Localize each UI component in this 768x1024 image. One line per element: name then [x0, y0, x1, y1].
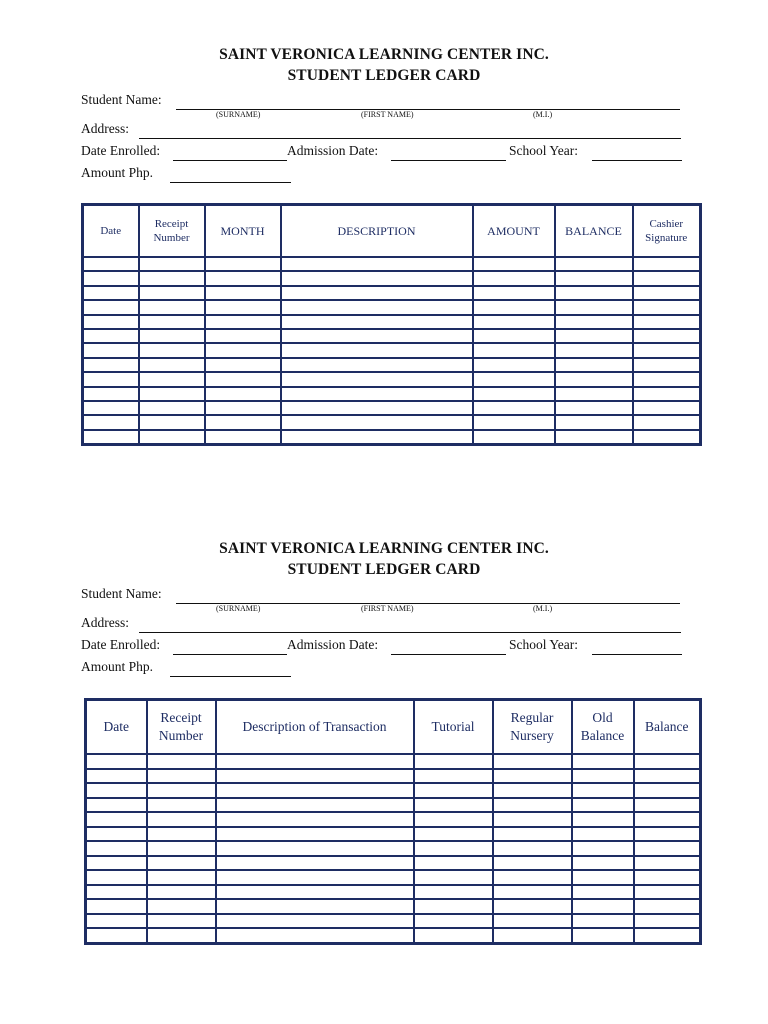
table-cell[interactable] — [572, 798, 634, 813]
table-cell[interactable] — [555, 329, 633, 343]
ledger-table-body — [83, 257, 701, 445]
table-cell[interactable] — [633, 430, 701, 445]
table-cell[interactable] — [216, 928, 414, 943]
table-cell[interactable] — [572, 870, 634, 885]
student-info-fields — [0, 586, 768, 682]
table-cell[interactable] — [572, 885, 634, 900]
table-cell[interactable] — [633, 271, 701, 285]
col-header-receipt-number: Receipt Number — [139, 205, 205, 258]
table-cell[interactable] — [216, 798, 414, 813]
table-cell[interactable] — [86, 783, 147, 798]
table-cell[interactable] — [572, 899, 634, 914]
table-cell[interactable] — [281, 257, 473, 271]
table-cell[interactable] — [205, 271, 281, 285]
table-cell[interactable] — [216, 812, 414, 827]
col-header-receipt-number: Receipt Number — [147, 700, 216, 755]
table-cell[interactable] — [147, 928, 216, 943]
table-row — [86, 928, 701, 943]
table-cell[interactable] — [555, 387, 633, 401]
table-cell[interactable] — [139, 271, 205, 285]
table-cell[interactable] — [473, 300, 555, 314]
table-cell[interactable] — [281, 430, 473, 445]
table-cell[interactable] — [281, 329, 473, 343]
table-cell[interactable] — [147, 783, 216, 798]
address-label: Address: — [81, 615, 129, 630]
table-cell[interactable] — [473, 343, 555, 357]
table-cell[interactable] — [205, 343, 281, 357]
table-cell[interactable] — [86, 870, 147, 885]
table-cell[interactable] — [147, 798, 216, 813]
table-cell[interactable] — [147, 769, 216, 784]
table-cell[interactable] — [414, 783, 493, 798]
table-cell[interactable] — [572, 841, 634, 856]
table-cell[interactable] — [634, 798, 701, 813]
col-header-tutorial: Tutorial — [414, 700, 493, 755]
school-name-title: SAINT VERONICA LEARNING CENTER INC. — [219, 540, 549, 557]
table-cell[interactable] — [555, 257, 633, 271]
table-cell[interactable] — [139, 257, 205, 271]
table-cell[interactable] — [281, 358, 473, 372]
table-cell[interactable] — [147, 812, 216, 827]
table-cell[interactable] — [216, 899, 414, 914]
table-cell[interactable] — [147, 885, 216, 900]
school-year-label: School Year: — [509, 143, 579, 158]
table-row — [83, 358, 701, 372]
table-cell[interactable] — [139, 372, 205, 386]
table-cell[interactable] — [572, 754, 634, 769]
table-cell[interactable] — [493, 914, 572, 929]
table-cell[interactable] — [86, 754, 147, 769]
table-cell[interactable] — [83, 271, 139, 285]
table-cell[interactable] — [414, 870, 493, 885]
table-cell[interactable] — [281, 415, 473, 429]
table-cell[interactable] — [473, 401, 555, 415]
table-row — [86, 870, 701, 885]
table-cell[interactable] — [493, 885, 572, 900]
table-row — [83, 415, 701, 429]
col-header-balance: BALANCE — [555, 205, 633, 258]
table-cell[interactable] — [572, 783, 634, 798]
table-cell[interactable] — [473, 430, 555, 445]
ledger-card-1 — [0, 44, 768, 188]
table-cell[interactable] — [493, 783, 572, 798]
table-cell[interactable] — [205, 315, 281, 329]
table-cell[interactable] — [473, 315, 555, 329]
table-cell[interactable] — [86, 841, 147, 856]
table-cell[interactable] — [555, 300, 633, 314]
table-cell[interactable] — [139, 358, 205, 372]
table-row — [83, 401, 701, 415]
table-row — [83, 387, 701, 401]
table-row — [83, 271, 701, 285]
ledger-table-1 — [81, 203, 702, 446]
table-cell[interactable] — [139, 315, 205, 329]
address-field[interactable] — [139, 632, 681, 633]
table-cell[interactable] — [634, 870, 701, 885]
admission-date-label: Admission Date: — [287, 637, 379, 652]
table-cell[interactable] — [216, 841, 414, 856]
ledger-card-2 — [0, 538, 768, 682]
col-header-description: DESCRIPTION — [281, 205, 473, 258]
table-cell[interactable] — [83, 372, 139, 386]
admission-date-field[interactable] — [391, 654, 506, 655]
ledger-table-2 — [84, 698, 702, 945]
table-cell[interactable] — [281, 271, 473, 285]
table-cell[interactable] — [205, 401, 281, 415]
table-row — [86, 899, 701, 914]
table-cell[interactable] — [555, 271, 633, 285]
table-cell[interactable] — [414, 928, 493, 943]
amount-field[interactable] — [170, 676, 291, 677]
table-cell[interactable] — [205, 358, 281, 372]
table-cell[interactable] — [205, 430, 281, 445]
table-cell[interactable] — [281, 300, 473, 314]
table-cell[interactable] — [572, 769, 634, 784]
table-row — [83, 286, 701, 300]
table-cell[interactable] — [216, 827, 414, 842]
amount-field[interactable] — [170, 182, 291, 183]
table-cell[interactable] — [83, 387, 139, 401]
table-cell[interactable] — [205, 387, 281, 401]
amount-label: Amount Php. — [81, 659, 154, 674]
table-cell[interactable] — [634, 914, 701, 929]
table-row — [83, 315, 701, 329]
table-cell[interactable] — [86, 812, 147, 827]
ledger-table-header — [83, 205, 701, 258]
table-cell[interactable] — [634, 769, 701, 784]
col-header-amount: AMOUNT — [473, 205, 555, 258]
table-cell[interactable] — [493, 870, 572, 885]
table-cell[interactable] — [473, 286, 555, 300]
student-name-label: Student Name: — [81, 586, 162, 601]
table-cell[interactable] — [86, 899, 147, 914]
table-cell[interactable] — [633, 372, 701, 386]
ledger-table-body — [86, 754, 701, 943]
table-cell[interactable] — [414, 754, 493, 769]
table-cell[interactable] — [83, 401, 139, 415]
table-cell[interactable] — [555, 358, 633, 372]
table-cell[interactable] — [216, 914, 414, 929]
table-cell[interactable] — [493, 812, 572, 827]
table-cell[interactable] — [473, 257, 555, 271]
table-cell[interactable] — [281, 372, 473, 386]
table-cell[interactable] — [139, 387, 205, 401]
table-cell[interactable] — [473, 387, 555, 401]
admission-date-label: Admission Date: — [287, 143, 379, 158]
col-header-balance: Balance — [634, 700, 701, 755]
table-cell[interactable] — [493, 827, 572, 842]
table-cell[interactable] — [86, 914, 147, 929]
table-cell[interactable] — [147, 841, 216, 856]
table-cell[interactable] — [139, 329, 205, 343]
table-cell[interactable] — [281, 286, 473, 300]
table-row — [86, 856, 701, 871]
table-cell[interactable] — [493, 754, 572, 769]
table-cell[interactable] — [86, 928, 147, 943]
table-cell[interactable] — [139, 430, 205, 445]
table-cell[interactable] — [633, 415, 701, 429]
table-cell[interactable] — [633, 358, 701, 372]
table-cell[interactable] — [633, 343, 701, 357]
amount-label: Amount Php. — [81, 165, 154, 180]
table-row — [86, 783, 701, 798]
table-cell[interactable] — [493, 798, 572, 813]
table-cell[interactable] — [572, 914, 634, 929]
table-row — [83, 257, 701, 271]
table-cell[interactable] — [493, 856, 572, 871]
table-cell[interactable] — [139, 401, 205, 415]
table-cell[interactable] — [493, 841, 572, 856]
table-cell[interactable] — [572, 856, 634, 871]
table-cell[interactable] — [473, 329, 555, 343]
table-row — [86, 841, 701, 856]
table-row — [86, 769, 701, 784]
mi-hint: (M.I.) — [533, 604, 553, 613]
table-cell[interactable] — [86, 827, 147, 842]
table-cell[interactable] — [281, 387, 473, 401]
table-row — [83, 372, 701, 386]
table-cell[interactable] — [555, 430, 633, 445]
table-cell[interactable] — [86, 856, 147, 871]
date-enrolled-field[interactable] — [173, 654, 287, 655]
table-cell[interactable] — [634, 885, 701, 900]
col-header-month: MONTH — [205, 205, 281, 258]
table-cell[interactable] — [216, 870, 414, 885]
table-cell[interactable] — [634, 812, 701, 827]
table-cell[interactable] — [147, 870, 216, 885]
table-cell[interactable] — [281, 315, 473, 329]
table-cell[interactable] — [139, 415, 205, 429]
table-cell[interactable] — [86, 769, 147, 784]
table-cell[interactable] — [555, 415, 633, 429]
table-cell[interactable] — [205, 300, 281, 314]
school-name-title: SAINT VERONICA LEARNING CENTER INC. — [219, 46, 549, 63]
table-cell[interactable] — [147, 914, 216, 929]
table-cell[interactable] — [633, 401, 701, 415]
table-cell[interactable] — [633, 329, 701, 343]
table-cell[interactable] — [572, 827, 634, 842]
school-year-label: School Year: — [509, 637, 579, 652]
table-cell[interactable] — [414, 899, 493, 914]
surname-hint: (SURNAME) — [216, 110, 261, 119]
table-cell[interactable] — [633, 257, 701, 271]
table-cell[interactable] — [633, 315, 701, 329]
table-cell[interactable] — [634, 827, 701, 842]
table-cell[interactable] — [572, 812, 634, 827]
table-cell[interactable] — [493, 928, 572, 943]
table-cell[interactable] — [83, 315, 139, 329]
address-label: Address: — [81, 121, 129, 136]
table-cell[interactable] — [414, 841, 493, 856]
mi-hint: (M.I.) — [533, 110, 553, 119]
ledger-table-header — [86, 700, 701, 755]
table-row — [86, 885, 701, 900]
col-header-date: Date — [86, 700, 147, 755]
table-cell[interactable] — [139, 286, 205, 300]
table-cell[interactable] — [139, 300, 205, 314]
table-row — [83, 300, 701, 314]
school-year-field[interactable] — [592, 654, 682, 655]
table-cell[interactable] — [634, 783, 701, 798]
table-cell[interactable] — [83, 430, 139, 445]
table-cell[interactable] — [205, 286, 281, 300]
student-info-fields — [0, 92, 768, 188]
table-cell[interactable] — [493, 769, 572, 784]
table-cell[interactable] — [414, 769, 493, 784]
admission-date-field[interactable] — [391, 160, 506, 161]
table-cell[interactable] — [86, 885, 147, 900]
table-cell[interactable] — [147, 856, 216, 871]
table-cell[interactable] — [205, 415, 281, 429]
first-name-hint: (FIRST NAME) — [361, 110, 414, 119]
col-header-description-of-transaction: Description of Transaction — [216, 700, 414, 755]
table-cell[interactable] — [216, 769, 414, 784]
table-cell[interactable] — [205, 372, 281, 386]
date-enrolled-field[interactable] — [173, 160, 287, 161]
table-row — [86, 827, 701, 842]
table-cell[interactable] — [205, 329, 281, 343]
table-cell[interactable] — [147, 899, 216, 914]
table-cell[interactable] — [633, 300, 701, 314]
table-cell[interactable] — [473, 372, 555, 386]
table-cell[interactable] — [414, 914, 493, 929]
table-cell[interactable] — [86, 798, 147, 813]
table-row — [83, 430, 701, 445]
col-header-date: Date — [83, 205, 139, 258]
table-cell[interactable] — [83, 300, 139, 314]
table-cell[interactable] — [83, 343, 139, 357]
col-header-cashier-signature: Cashier Signature — [633, 205, 701, 258]
card-title: STUDENT LEDGER CARD — [287, 561, 481, 578]
table-cell[interactable] — [473, 415, 555, 429]
table-cell[interactable] — [555, 315, 633, 329]
table-cell[interactable] — [555, 372, 633, 386]
table-cell[interactable] — [634, 899, 701, 914]
table-cell[interactable] — [83, 257, 139, 271]
table-cell[interactable] — [634, 841, 701, 856]
table-cell[interactable] — [414, 885, 493, 900]
table-cell[interactable] — [281, 401, 473, 415]
table-row — [86, 812, 701, 827]
card-title: STUDENT LEDGER CARD — [287, 67, 481, 84]
table-cell[interactable] — [216, 885, 414, 900]
date-enrolled-label: Date Enrolled: — [81, 637, 161, 652]
table-cell[interactable] — [414, 812, 493, 827]
table-cell[interactable] — [473, 271, 555, 285]
surname-hint: (SURNAME) — [216, 604, 261, 613]
table-cell[interactable] — [216, 783, 414, 798]
table-cell[interactable] — [633, 286, 701, 300]
table-row — [86, 798, 701, 813]
table-cell[interactable] — [83, 286, 139, 300]
table-cell[interactable] — [83, 329, 139, 343]
col-header-regular-nursery: Regular Nursery — [493, 700, 572, 755]
table-row — [86, 754, 701, 769]
table-cell[interactable] — [147, 827, 216, 842]
table-cell[interactable] — [493, 899, 572, 914]
table-cell[interactable] — [147, 754, 216, 769]
table-row — [83, 329, 701, 343]
address-field[interactable] — [139, 138, 681, 139]
table-cell[interactable] — [555, 343, 633, 357]
table-row — [86, 914, 701, 929]
table-cell[interactable] — [634, 856, 701, 871]
table-cell[interactable] — [139, 343, 205, 357]
table-cell[interactable] — [83, 415, 139, 429]
table-cell[interactable] — [473, 358, 555, 372]
first-name-hint: (FIRST NAME) — [361, 604, 414, 613]
table-cell[interactable] — [414, 856, 493, 871]
table-cell[interactable] — [555, 401, 633, 415]
student-name-label: Student Name: — [81, 92, 162, 107]
col-header-old-balance: Old Balance — [572, 700, 634, 755]
table-cell[interactable] — [216, 754, 414, 769]
table-cell[interactable] — [216, 856, 414, 871]
table-cell[interactable] — [634, 754, 701, 769]
table-cell[interactable] — [414, 827, 493, 842]
school-year-field[interactable] — [592, 160, 682, 161]
table-cell[interactable] — [555, 286, 633, 300]
table-cell[interactable] — [634, 928, 701, 943]
table-cell[interactable] — [205, 257, 281, 271]
table-cell[interactable] — [281, 343, 473, 357]
table-cell[interactable] — [83, 358, 139, 372]
table-row — [83, 343, 701, 357]
table-cell[interactable] — [414, 798, 493, 813]
date-enrolled-label: Date Enrolled: — [81, 143, 161, 158]
table-cell[interactable] — [572, 928, 634, 943]
table-cell[interactable] — [633, 387, 701, 401]
